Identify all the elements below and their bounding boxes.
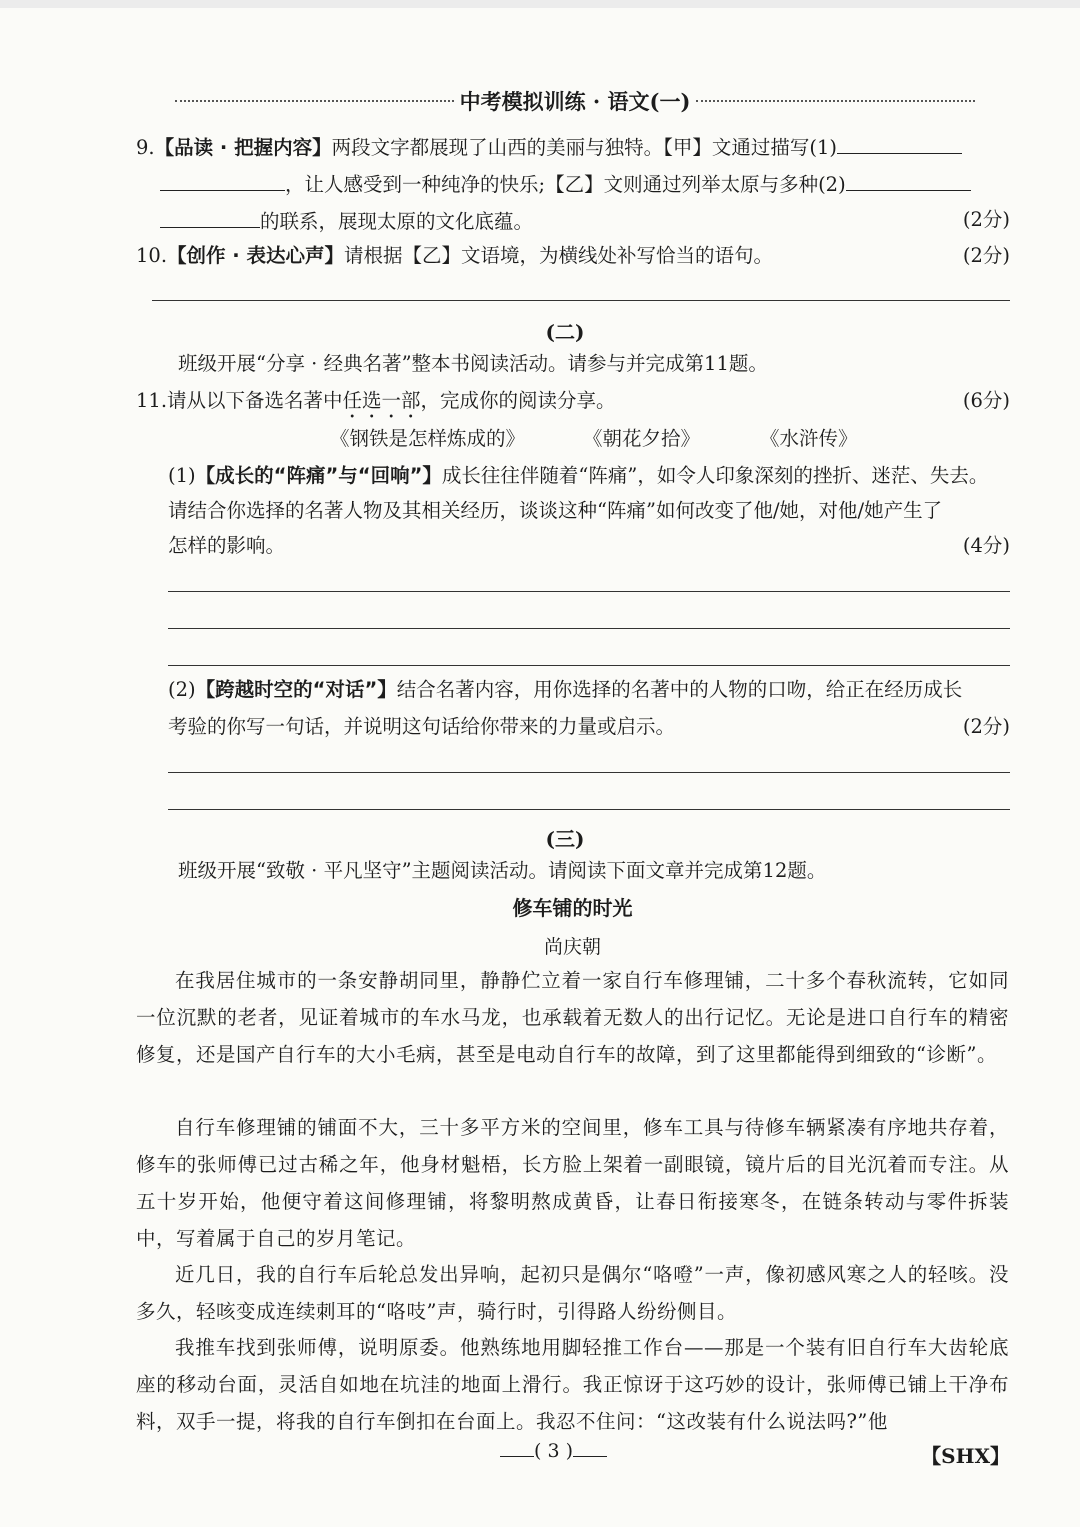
question-11-text-before: 请从以下备选名著中 [167,389,343,412]
question-10-line [136,243,773,269]
answer-line-11-1[interactable] [168,591,1010,592]
answer-line-11-1[interactable] [168,628,1010,629]
page-number-value: 3 [547,1440,560,1462]
question-11-line [136,388,616,423]
question-11-1-number: (1) [168,464,196,487]
answer-line-11-2[interactable] [168,772,1010,773]
question-9-score: (2分) [962,208,1010,231]
question-11-1-tag: 【成长的“阵痛”与“回响”】 [195,464,442,487]
page-header [175,86,975,116]
answer-line-10[interactable] [152,300,1010,301]
answer-blank-9-2-cont[interactable] [160,207,260,228]
question-11-2-text-1: 结合名著内容，用你选择的名著中的人物的口吻，给正在经历成长 [396,678,963,701]
answer-line-11-2[interactable] [168,809,1010,810]
question-11-1-text-1: 成长往往伴随着“阵痛”，如令人印象深刻的挫折、迷茫、失去。 [441,464,989,487]
question-9-tag: 【品读 · 把握内容】 [154,136,332,159]
answer-blank-9-1[interactable] [837,133,962,154]
article-title: 修车铺的时光 [512,896,633,920]
question-10-score: (2分) [962,244,1010,267]
section-2-title: (二) [545,320,585,344]
exam-page [0,8,1080,1527]
section-3-intro: 班级开展“致敬 · 平凡坚守”主题阅读活动。请阅读下面文章并完成第12题。 [178,859,827,882]
answer-blank-9-2[interactable] [846,170,971,191]
question-10-text: 请根据【乙】文语境，为横线处补写恰当的语句。 [344,244,774,267]
question-11-number: 11. [136,389,168,412]
question-9-text-3: 的联系，展现太原的文化底蕴。 [260,210,534,233]
page-number: ( 3 ) [500,1440,607,1462]
question-9-text-1: 两段文字都展现了山西的美丽与独特。【甲】文通过描写(1) [331,136,837,159]
book-options [330,423,858,451]
book-option: 《钢铁是怎样炼成的》 [330,427,526,450]
answer-line-11-1[interactable] [168,665,1010,666]
question-11-emphasis: 任选一部 [342,389,421,412]
article-author: 尚庆朝 [543,936,601,958]
question-11-text-after: ，完成你的阅读分享。 [420,389,616,412]
question-10-number: 10. [136,244,168,267]
question-11-2-tag: 【跨越时空的“对话”】 [195,678,397,701]
article-paragraph: 近几日，我的自行车后轮总发出异响，起初只是偶尔“咯噔”一声，像初感风寒之人的轻咳。没多久，轻咳变成连续刺耳的“咯吱”声，骑行时，引得路人纷纷侧目。 [136,1263,1009,1323]
header-dots-right [696,100,975,102]
header-dots-left [175,100,454,102]
section-2-intro: 班级开展“分享 · 经典名著”整本书阅读活动。请参与并完成第11题。 [178,352,768,375]
question-10-tag: 【创作 · 表达心声】 [167,244,345,267]
question-11-1-line-3: 怎样的影响。 [168,534,286,557]
question-11-2-line-1 [168,677,962,703]
question-11-score: (6分) [962,389,1010,412]
section-3-title: (三) [545,827,585,851]
answer-blank-9-1-cont[interactable] [160,170,285,191]
article-paragraph: 自行车修理铺的铺面不大，三十多平方米的空间里，修车工具与待修车辆紧凑有序地共存着，修车的张师傅已过古稀之年，他身材魁梧，长方脸上架着一副眼镜，镜片后的目光沉着而专注。从五十岁开始，他便守着这间修理铺，将黎明熬成黄昏，让春日衔接寒冬，在链条转动与零件拆装中，写着属于自己的岁月笔记。 [136,1116,1009,1250]
question-11-1-line-1 [168,463,988,489]
header-title: 中考模拟训练 · 语文(一) [459,89,691,114]
question-9-line-2 [160,170,971,198]
question-11-1-line-2: 请结合你选择的名著人物及其相关经历，谈谈这种“阵痛”如何改变了他/她，对他/她产生了 [168,499,943,522]
question-9-number: 9. [136,136,155,159]
question-9-text-2: ，让人感受到一种纯净的快乐;【乙】文则通过列举太原与多种(2) [285,173,846,196]
question-9-line-1 [136,133,962,161]
book-option: 《水浒传》 [760,427,858,450]
article-paragraph: 在我居住城市的一条安静胡同里，静静伫立着一家自行车修理铺，二十多个春秋流转，它如同一位沉默的老者，见证着城市的车水马龙，也承载着无数人的出行记忆。无论是进口自行车的精密修复，还是国产自行车的大小毛病，甚至是电动自行车的故障，到了这里都能得到细致的“诊断”。 [136,969,1009,1066]
question-11-1-score: (4分) [962,534,1010,557]
book-option: 《朝花夕拾》 [583,427,701,450]
question-11-2-line-2: 考验的你写一句话，并说明这句话给你带来的力量或启示。 [168,715,676,738]
question-11-2-number: (2) [168,678,196,701]
footer-code: 【SHX】 [921,1444,1010,1468]
question-9-line-3 [160,207,533,235]
question-11-2-score: (2分) [962,715,1010,738]
article-paragraph: 我推车找到张师傅，说明原委。他熟练地用脚轻推工作台——那是一个装有旧自行车大齿轮底座的移动台面，灵活自如地在坑洼的地面上滑行。我正惊讶于这巧妙的设计，张师傅已铺上干净布料，双手一提，将我的自行车倒扣在台面上。我忍不住问：“这改装有什么说法吗?”他 [136,1336,1009,1433]
